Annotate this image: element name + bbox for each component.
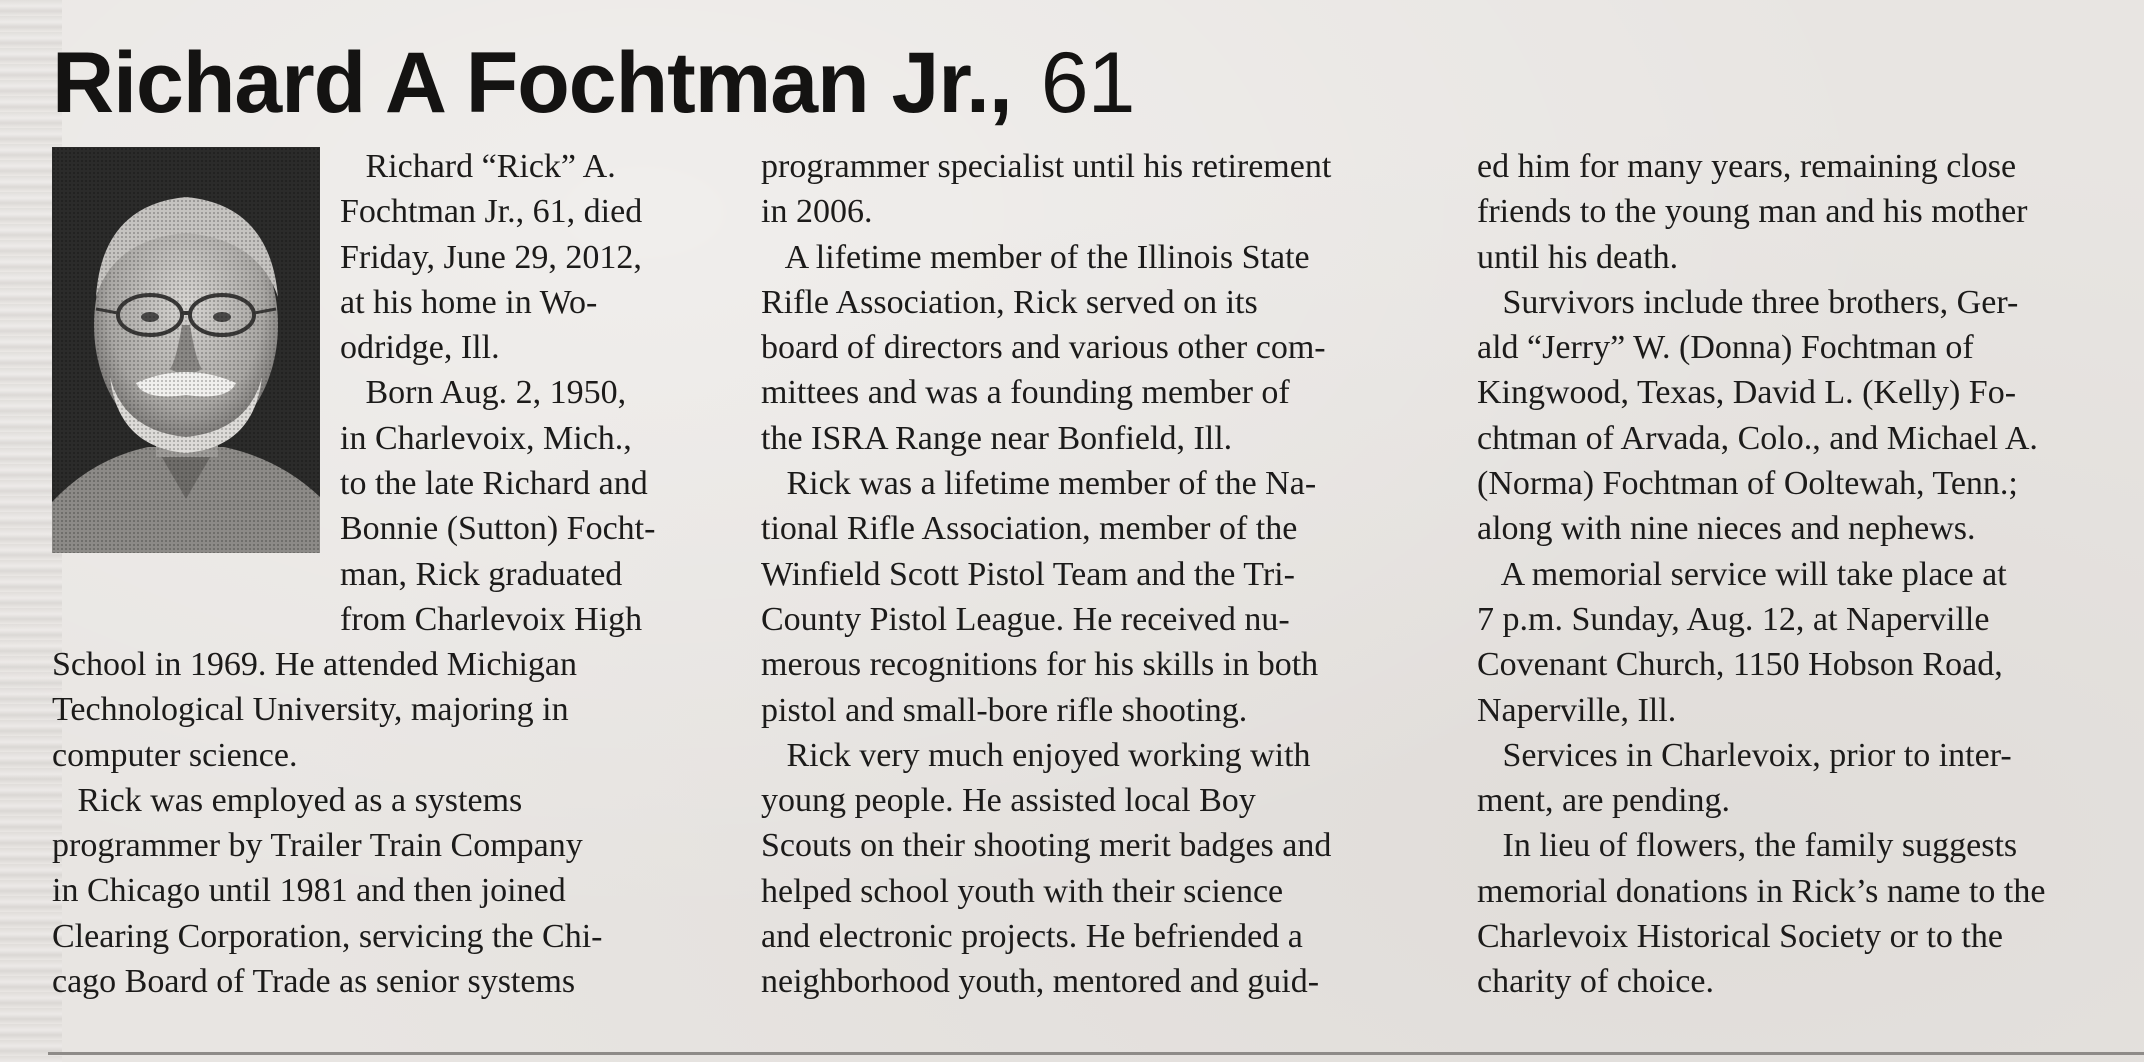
text-line: ald “Jerry” W. (Donna) Fochtman of (1477, 329, 1974, 367)
text-line: odridge, Ill. (340, 329, 500, 367)
text-line: programmer by Trailer Train Company (52, 827, 583, 865)
text-line: Richard “Rick” A. (340, 148, 616, 185)
text-line: pistol and small-bore rifle shooting. (761, 691, 1248, 729)
text-line: Charlevoix Historical Society or to the (1477, 918, 2003, 956)
text-line: helped school youth with their science (761, 872, 1284, 910)
text-line: County Pistol League. He received nu- (761, 600, 1290, 638)
text-line: chtman of Arvada, Colo., and Michael A. (1477, 419, 2038, 457)
text-line: Bonnie (Sutton) Focht- (340, 510, 656, 548)
text-line: Born Aug. 2, 1950, (340, 374, 627, 412)
text-line: In lieu of flowers, the family suggests (1477, 827, 2018, 865)
text-line: at his home in Wo- (340, 283, 598, 321)
text-line: and electronic projects. He befriended a (761, 918, 1303, 956)
text-line: Clearing Corporation, servicing the Chi- (52, 917, 603, 955)
text-line: Scouts on their shooting merit badges and (761, 827, 1332, 865)
text-line: Covenant Church, 1150 Hobson Road, (1477, 646, 2003, 684)
text-line: to the late Richard and (340, 465, 648, 503)
text-line: ed him for many years, remaining close (1477, 148, 2017, 185)
column-3 (1477, 144, 2045, 1005)
text-line: neighborhood youth, mentored and guid- (761, 963, 1320, 1001)
text-line: in Chicago until 1981 and then joined (52, 872, 566, 910)
text-line: Survivors include three brothers, Ger- (1477, 283, 2019, 321)
text-line: the ISRA Range near Bonfield, Ill. (761, 419, 1233, 457)
text-line: along with nine nieces and nephews. (1477, 510, 1976, 548)
obituary-headline (52, 28, 1134, 138)
text-line: Technological University, majoring in (52, 691, 569, 729)
text-line: A lifetime member of the Illinois State (761, 238, 1310, 276)
text-line: mittees and was a founding member of (761, 374, 1290, 412)
text-line: memorial donations in Rick’s name to the (1477, 872, 2046, 910)
column-2 (761, 144, 1331, 1005)
text-line: from Charlevoix High (340, 600, 643, 638)
text-line: in 2006. (761, 193, 873, 231)
text-line: (Norma) Fochtman of Ooltewah, Tenn.; (1477, 465, 2018, 503)
text-line: computer science. (52, 736, 298, 774)
text-line: ment, are pending. (1477, 782, 1731, 820)
portrait-photo (52, 147, 320, 553)
text-line: until his death. (1477, 238, 1679, 276)
column-1-below-photo (52, 642, 603, 1004)
text-line: Rick was a lifetime member of the Na- (761, 465, 1317, 503)
text-line: Naperville, Ill. (1477, 691, 1677, 729)
bottom-rule (48, 1052, 2144, 1055)
text-line: in Charlevoix, Mich., (340, 419, 632, 457)
text-line: Rick very much enjoyed working with (761, 736, 1311, 774)
text-line: merous recognitions for his skills in both (761, 646, 1319, 684)
text-line: programmer specialist until his retirement (761, 148, 1332, 185)
text-line: Friday, June 29, 2012, (340, 238, 642, 276)
text-line: Winfield Scott Pistol Team and the Tri- (761, 555, 1295, 593)
text-line: Fochtman Jr., 61, died (340, 193, 643, 231)
text-line: young people. He assisted local Boy (761, 782, 1256, 820)
text-line: man, Rick graduated (340, 555, 623, 593)
headline-name: Richard A Fochtman Jr., (52, 35, 1012, 131)
text-line: Rifle Association, Rick served on its (761, 283, 1258, 321)
text-line: Kingwood, Texas, David L. (Kelly) Fo- (1477, 374, 2017, 412)
text-line: 7 p.m. Sunday, Aug. 12, at Naperville (1477, 600, 1990, 638)
text-line: charity of choice. (1477, 963, 1714, 1001)
text-line: tional Rifle Association, member of the (761, 510, 1298, 548)
text-line: Rick was employed as a systems (52, 781, 523, 819)
text-line: cago Board of Trade as senior systems (52, 963, 576, 1001)
text-line: School in 1969. He attended Michigan (52, 646, 578, 683)
headline-age: 61 (1040, 35, 1135, 131)
text-line: A memorial service will take place at (1477, 555, 2007, 593)
column-1-beside-photo (340, 144, 655, 642)
text-line: board of directors and various other com- (761, 329, 1326, 367)
text-line: friends to the young man and his mother (1477, 193, 2028, 231)
text-line: Services in Charlevoix, prior to inter- (1477, 736, 2012, 774)
